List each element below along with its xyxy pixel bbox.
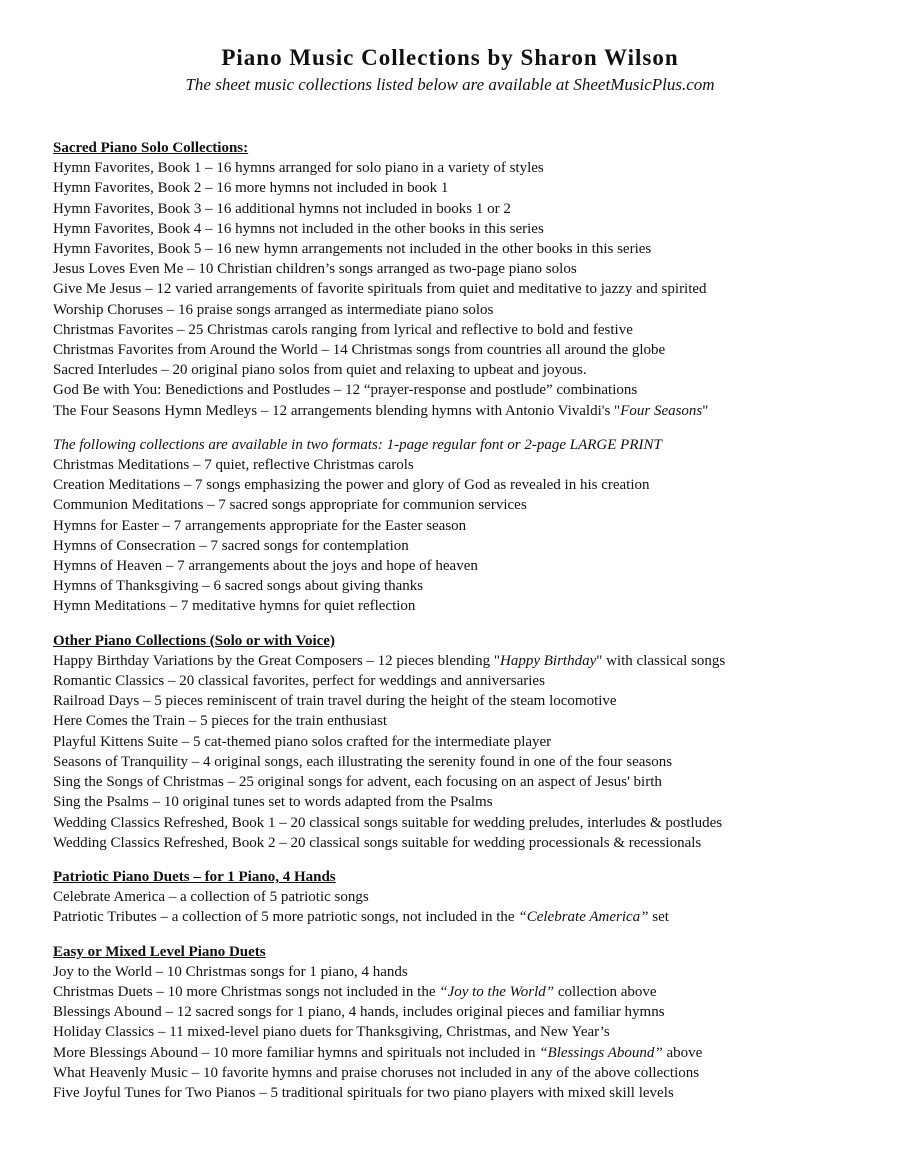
list-item: Sing the Psalms – 10 original tunes set to words adapted from the Psalms xyxy=(53,794,493,811)
list-item: Hymns of Heaven – 7 arrangements about the joys and hope of heaven xyxy=(53,558,478,575)
list-item: Hymn Favorites, Book 5 – 16 new hymn arrangements not included in the other books in this series xyxy=(53,241,652,258)
collections-list xyxy=(53,138,898,1103)
list-item: Christmas Favorites – 25 Christmas carols ranging from lyrical and reflective to bold and festive xyxy=(53,321,633,338)
item-italic-title: “Blessings Abound” xyxy=(539,1044,663,1061)
list-item: Here Comes the Train – 5 pieces for the train enthusiast xyxy=(53,713,388,730)
format-note: The following collections are available in two formats: 1-page regular font or 2-page LARGE PRINT xyxy=(53,436,662,453)
item-text: set xyxy=(648,909,669,926)
list-item xyxy=(53,982,898,1002)
list-item: Hymn Favorites, Book 3 – 16 additional hymns not included in books 1 or 2 xyxy=(53,200,511,217)
spacer xyxy=(53,853,898,867)
section-heading-patriotic: Patriotic Piano Duets – for 1 Piano, 4 Hands xyxy=(53,868,336,885)
item-italic-title: Four Seasons xyxy=(620,402,703,419)
list-item: Seasons of Tranquility – 4 original songs, each illustrating the serenity found in one of the four seasons xyxy=(53,753,673,770)
item-text: More Blessings Abound – 10 more familiar hymns and spirituals not included in xyxy=(53,1044,540,1061)
list-item: Celebrate America – a collection of 5 patriotic songs xyxy=(53,889,369,906)
list-item: Hymns for Easter – 7 arrangements appropriate for the Easter season xyxy=(53,517,467,534)
list-item xyxy=(53,1043,898,1063)
list-item: Creation Meditations – 7 songs emphasizing the power and glory of God as revealed in his creation xyxy=(53,477,650,494)
list-item: Railroad Days – 5 pieces reminiscent of train travel during the height of the steam locomotive xyxy=(53,693,617,710)
list-item: Sacred Interludes – 20 original piano solos from quiet and relaxing to upbeat and joyous. xyxy=(53,362,587,379)
list-item: Romantic Classics – 20 classical favorites, perfect for weddings and anniversaries xyxy=(53,673,545,690)
item-italic-title: Happy Birthday xyxy=(500,652,597,669)
spacer xyxy=(53,617,898,631)
item-text: Christmas Duets – 10 more Christmas songs not included in the xyxy=(53,983,440,1000)
list-item: Give Me Jesus – 12 varied arrangements of favorite spirituals from quiet and meditative to jazzy and spirited xyxy=(53,281,707,298)
item-italic-title: “Joy to the World” xyxy=(439,983,555,1000)
spacer xyxy=(53,421,898,435)
list-item xyxy=(53,401,898,421)
item-text: " with classical songs xyxy=(596,652,726,669)
list-item: Playful Kittens Suite – 5 cat-themed piano solos crafted for the intermediate player xyxy=(53,733,552,750)
section-heading-duets: Easy or Mixed Level Piano Duets xyxy=(53,943,266,960)
list-item: Five Joyful Tunes for Two Pianos – 5 traditional spirituals for two piano players with mixed skill levels xyxy=(53,1084,674,1101)
list-item: Sing the Songs of Christmas – 25 original songs for advent, each focusing on an aspect of Jesus' birth xyxy=(53,774,662,791)
list-item: Hymn Favorites, Book 1 – 16 hymns arranged for solo piano in a variety of styles xyxy=(53,160,544,177)
list-item xyxy=(53,907,898,927)
section-heading-sacred: Sacred Piano Solo Collections: xyxy=(53,140,249,156)
list-item: Communion Meditations – 7 sacred songs appropriate for communion services xyxy=(53,497,527,514)
list-item xyxy=(53,651,898,671)
item-text: above xyxy=(662,1044,703,1061)
section-heading-other: Other Piano Collections (Solo or with Voice) xyxy=(53,632,335,649)
list-item: Joy to the World – 10 Christmas songs for 1 piano, 4 hands xyxy=(53,963,408,980)
list-item: Hymn Meditations – 7 meditative hymns for quiet reflection xyxy=(53,598,416,615)
item-text: Patriotic Tributes – a collection of 5 more patriotic songs, not included in the xyxy=(53,909,519,926)
list-item: Wedding Classics Refreshed, Book 1 – 20 classical songs suitable for wedding preludes, interludes & postludes xyxy=(53,814,723,831)
list-item: Hymn Favorites, Book 2 – 16 more hymns not included in book 1 xyxy=(53,180,449,197)
list-item: Hymns of Consecration – 7 sacred songs for contemplation xyxy=(53,537,409,554)
list-item: Christmas Meditations – 7 quiet, reflective Christmas carols xyxy=(53,457,414,474)
item-text: collection above xyxy=(554,983,657,1000)
item-italic-title: “Celebrate America” xyxy=(518,909,649,926)
list-item: Holiday Classics – 11 mixed-level piano duets for Thanksgiving, Christmas, and New Year’s xyxy=(53,1024,610,1041)
list-item: Christmas Favorites from Around the World – 14 Christmas songs from countries all around the globe xyxy=(53,342,666,359)
list-item: Hymns of Thanksgiving – 6 sacred songs about giving thanks xyxy=(53,578,424,595)
spacer xyxy=(53,928,898,942)
list-item: Hymn Favorites, Book 4 – 16 hymns not included in the other books in this series xyxy=(53,220,544,237)
item-text: Happy Birthday Variations by the Great Composers – 12 pieces blending " xyxy=(53,652,501,669)
list-item: God Be with You: Benedictions and Postludes – 12 “prayer-response and postlude” combinations xyxy=(53,382,638,399)
list-item: Wedding Classics Refreshed, Book 2 – 20 classical songs suitable for wedding processionals & recessionals xyxy=(53,834,702,851)
item-text: The Four Seasons Hymn Medleys – 12 arrangements blending hymns with Antonio Vivaldi's " xyxy=(53,402,621,419)
item-text: " xyxy=(702,402,709,419)
list-item: Jesus Loves Even Me – 10 Christian children’s songs arranged as two-page piano solos xyxy=(53,261,577,278)
page-subtitle: The sheet music collections listed below are available at SheetMusicPlus.com xyxy=(185,75,715,94)
list-item: Blessings Abound – 12 sacred songs for 1 piano, 4 hands, includes original pieces and familiar hymns xyxy=(53,1004,665,1021)
page-title: Piano Music Collections by Sharon Wilson xyxy=(221,45,679,70)
list-item: Worship Choruses – 16 praise songs arranged as intermediate piano solos xyxy=(53,301,494,318)
list-item: What Heavenly Music – 10 favorite hymns and praise choruses not included in any of the above collections xyxy=(53,1064,700,1081)
